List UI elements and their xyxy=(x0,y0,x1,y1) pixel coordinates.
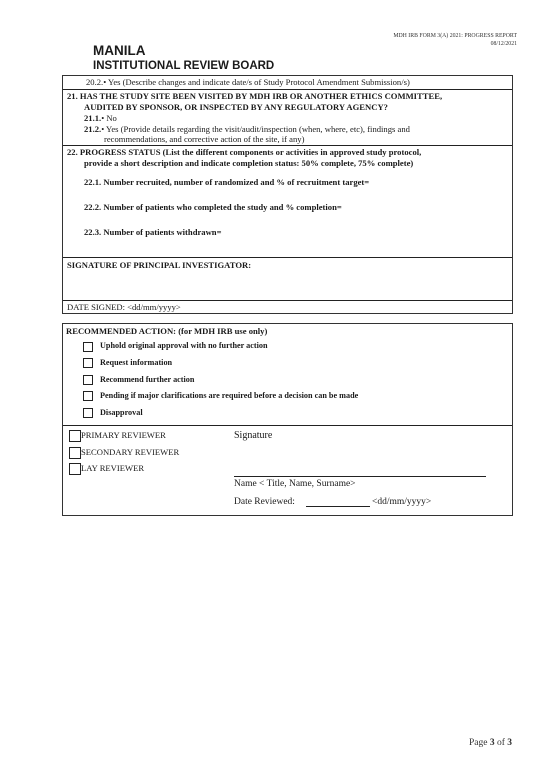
option-uphold: Uphold original approval with no further action xyxy=(100,341,268,350)
item-21-2-continued: recommendations, and corrective action of the site, if any) xyxy=(104,134,305,144)
item-22-1: 22.1. Number recruited, number of randomized and % of recruitment target= xyxy=(84,177,370,187)
question-21-line1: 21. HAS THE STUDY SITE BEEN VISITED BY MDH IRB OR ANOTHER ETHICS COMMITTEE, xyxy=(67,91,443,101)
request-info-checkbox[interactable] xyxy=(83,358,93,368)
divider xyxy=(63,257,512,258)
date-signed-field[interactable]: DATE SIGNED: <dd/mm/yyyy> xyxy=(67,302,181,312)
option-recommend-further: Recommend further action xyxy=(100,375,195,384)
item-21-1-number: 21.1. xyxy=(84,113,102,123)
item-22-2: 22.2. Number of patients who completed the study and % completion= xyxy=(84,202,342,212)
recommend-further-checkbox[interactable] xyxy=(83,375,93,385)
uphold-checkbox[interactable] xyxy=(83,342,93,352)
option-request-info: Request information xyxy=(100,358,173,367)
divider xyxy=(63,425,512,426)
pi-signature-label: SIGNATURE OF PRINCIPAL INVESTIGATOR: xyxy=(67,260,252,270)
item-21-2-number: 21.2. xyxy=(84,124,102,134)
page-of: of xyxy=(496,738,505,748)
irb-use-box xyxy=(62,323,513,516)
divider xyxy=(63,89,512,90)
page-current: 3 xyxy=(489,738,495,748)
org-city: MANILA xyxy=(93,43,146,58)
form-date: 08/12/2021 xyxy=(490,41,517,47)
date-reviewed-format: <dd/mm/yyyy> xyxy=(372,497,432,507)
primary-reviewer-checkbox[interactable] xyxy=(69,430,81,442)
page-total: 3 xyxy=(507,738,512,748)
divider xyxy=(63,145,512,146)
signature-label: Signature xyxy=(234,430,273,441)
date-reviewed-label: Date Reviewed: xyxy=(234,497,295,507)
option-disapproval: Disapproval xyxy=(100,408,143,417)
question-22-line1: 22. PROGRESS STATUS (List the different components or activities in approved study protocol, xyxy=(67,147,422,157)
name-label: Name < Title, Name, Surname> xyxy=(234,479,356,489)
item-21-2 xyxy=(84,124,410,135)
date-reviewed-line[interactable] xyxy=(306,506,370,507)
signature-line[interactable] xyxy=(234,476,486,477)
lay-reviewer-checkbox[interactable] xyxy=(69,463,81,475)
item-20-2: 20.2.• Yes (Describe changes and indicate date/s of Study Protocol Amendment Submission/s) xyxy=(86,77,410,87)
form-reference: MDH IRB FORM 3(A) 2021: PROGRESS REPORT xyxy=(393,33,517,39)
item-21-1 xyxy=(84,113,117,124)
recommended-action-title: RECOMMENDED ACTION: (for MDH IRB use only) xyxy=(66,326,268,336)
item-21-2-text: • Yes (Provide details regarding the visit/audit/inspection (when, where, etc), findings and xyxy=(101,124,410,134)
item-22-3: 22.3. Number of patients withdrawn= xyxy=(84,227,222,237)
role-primary-reviewer: PRIMARY REVIEWER xyxy=(81,430,166,440)
item-21-1-text: • No xyxy=(101,113,117,123)
pending-checkbox[interactable] xyxy=(83,391,93,401)
option-pending: Pending if major clarifications are required before a decision can be made xyxy=(100,391,359,400)
role-secondary-reviewer: SECONDARY REVIEWER xyxy=(81,447,180,457)
question-22-line2: provide a short description and indicate completion status: 50% complete, 75% complete) xyxy=(84,158,414,168)
org-title: INSTITUTIONAL REVIEW BOARD xyxy=(93,60,275,72)
question-21-line2: AUDITED BY SPONSOR, OR INSPECTED BY ANY REGULATORY AGENCY? xyxy=(84,102,388,112)
page-prefix: Page xyxy=(468,738,488,748)
divider xyxy=(63,300,512,301)
disapproval-checkbox[interactable] xyxy=(83,408,93,418)
role-lay-reviewer: LAY REVIEWER xyxy=(81,463,145,473)
page-number xyxy=(469,738,512,748)
progress-form-box xyxy=(62,75,513,314)
secondary-reviewer-checkbox[interactable] xyxy=(69,447,81,459)
